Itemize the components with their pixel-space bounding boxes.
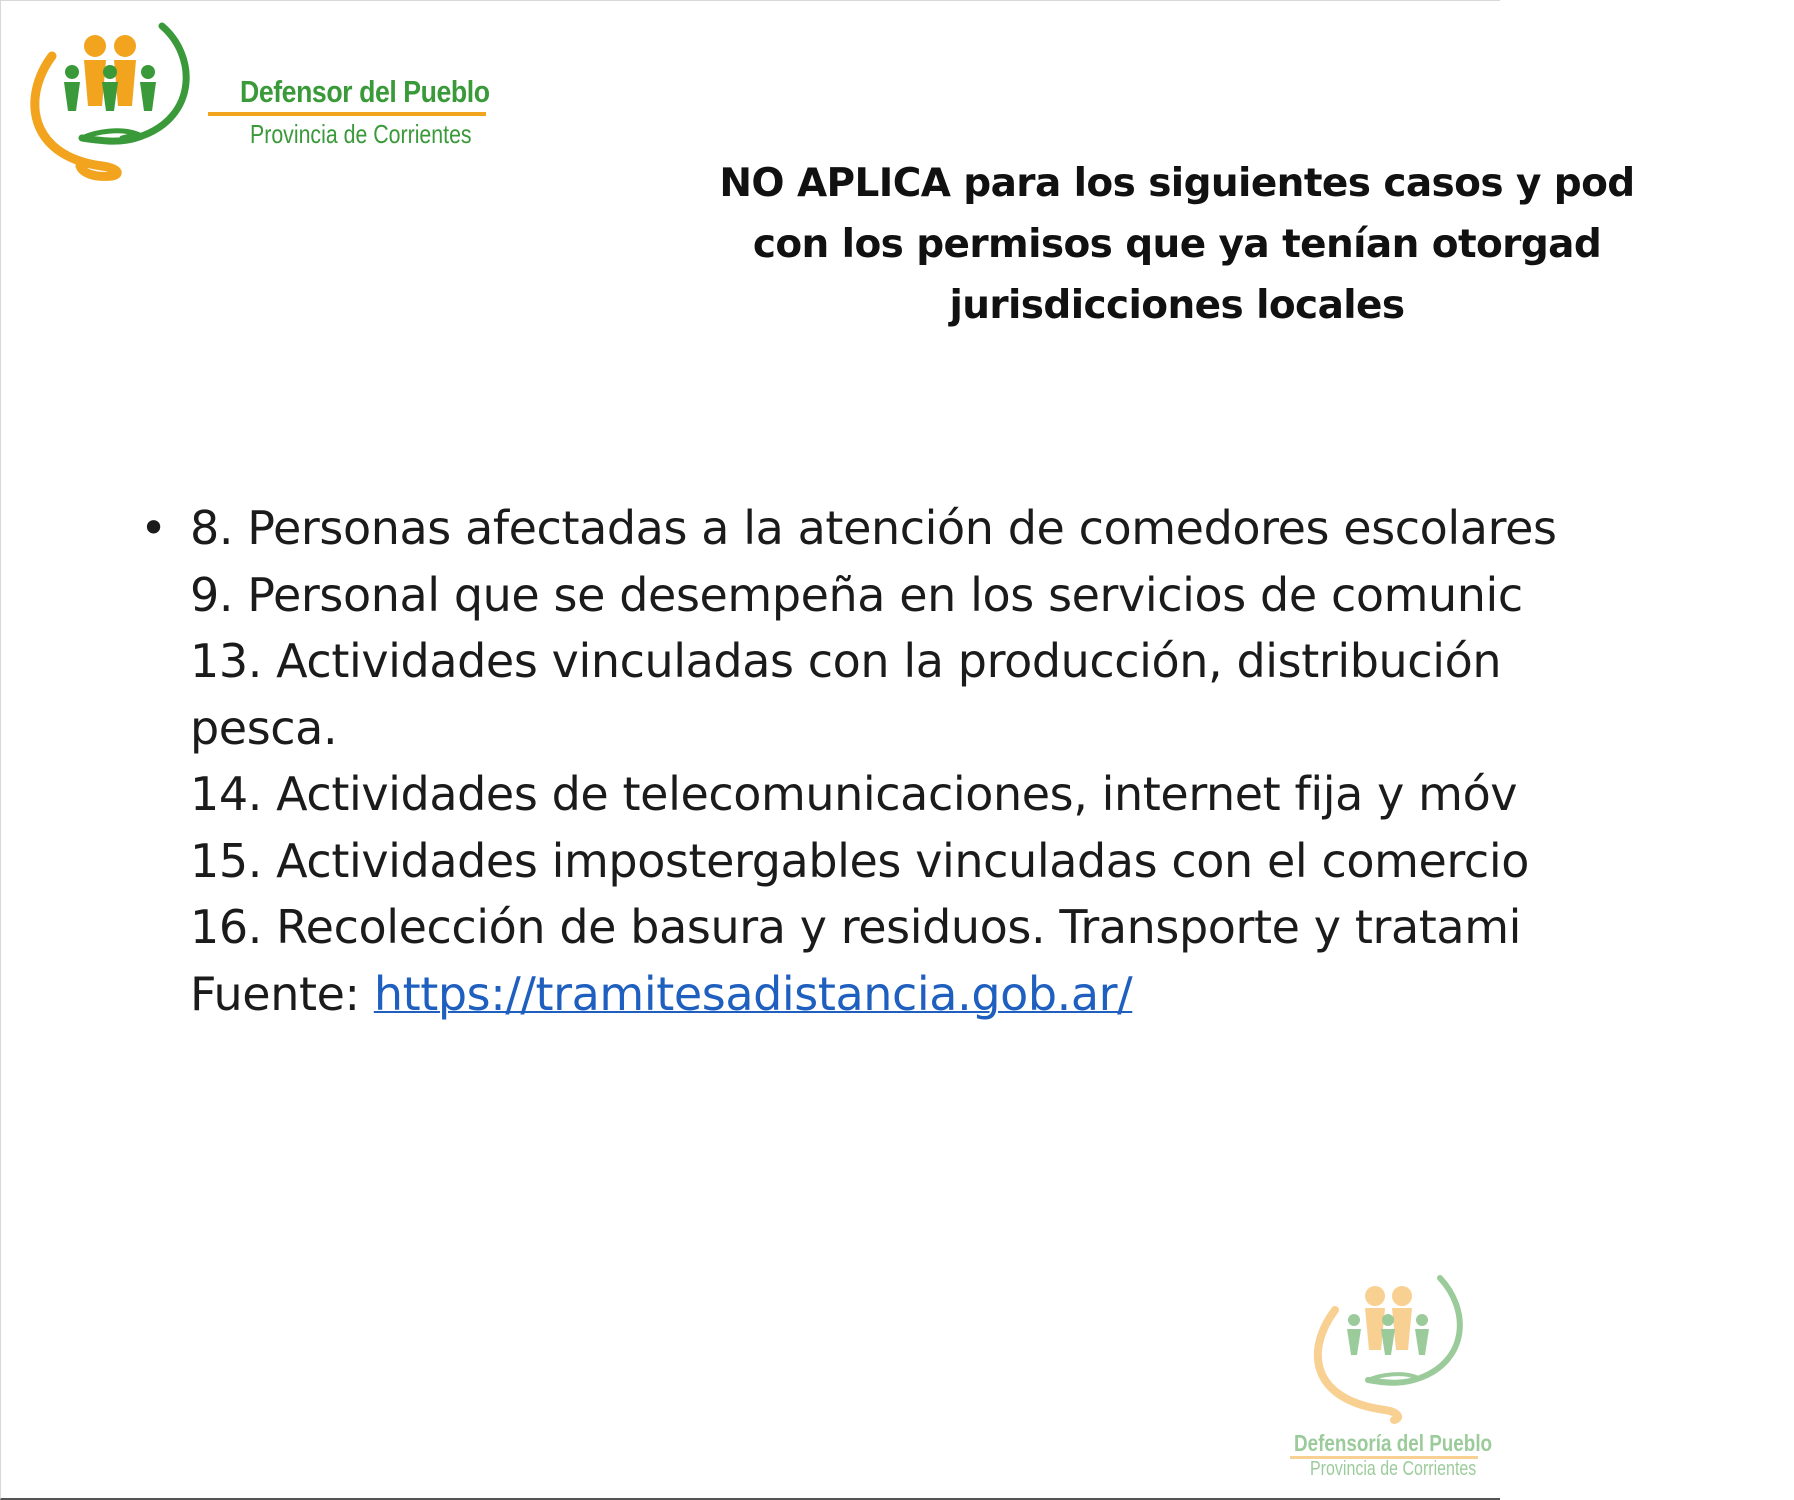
logo-top-left xyxy=(22,16,492,186)
list-item: pesca. xyxy=(190,700,338,755)
list-item: 16. Recolección de basura y residuos. Transporte y tratami xyxy=(190,900,1521,954)
logo-bottom-right xyxy=(1290,1270,1493,1485)
watermark-org-name: Defensoría del Pueblo xyxy=(1294,1430,1493,1456)
logo-org-name: Defensor del Pueblo xyxy=(240,74,490,109)
list-item: 14. Actividades de telecomunicaciones, internet fija y móv xyxy=(190,767,1518,821)
list-item: 15. Actividades impostergables vinculadas con el comercio xyxy=(190,833,1529,888)
heading-line-3: jurisdicciones locales xyxy=(949,283,1405,328)
bullet-dot: • xyxy=(140,501,168,555)
logo-divider xyxy=(208,112,486,116)
source-label: Fuente: xyxy=(190,966,374,1021)
watermark-org-sub: Provincia de Corrientes xyxy=(1310,1458,1477,1480)
list-item: 9. Personal que se desempeña en los servicios de comunic xyxy=(190,567,1523,622)
family-hand-watermark-icon xyxy=(1290,1270,1490,1430)
family-hand-icon xyxy=(22,16,212,186)
source-link[interactable]: https://tramitesadistancia.gob.ar/ xyxy=(373,966,1133,1021)
heading-emphasis: NO APLICA xyxy=(719,161,951,206)
logo-org-sub: Provincia de Corrientes xyxy=(250,119,472,149)
activity-list xyxy=(190,495,1790,1027)
heading-line-2: con los permisos que ya tenían otorgad xyxy=(752,222,1602,267)
list-item: 13. Actividades vinculadas con la producción, distribución xyxy=(190,634,1502,688)
list-item: 8. Personas afectadas a la atención de comedores escolares xyxy=(190,501,1557,555)
heading-line-1: NO APLICA para los siguientes casos y pod xyxy=(719,161,1635,206)
source-line xyxy=(190,961,1790,1028)
slide-heading xyxy=(560,153,1794,336)
